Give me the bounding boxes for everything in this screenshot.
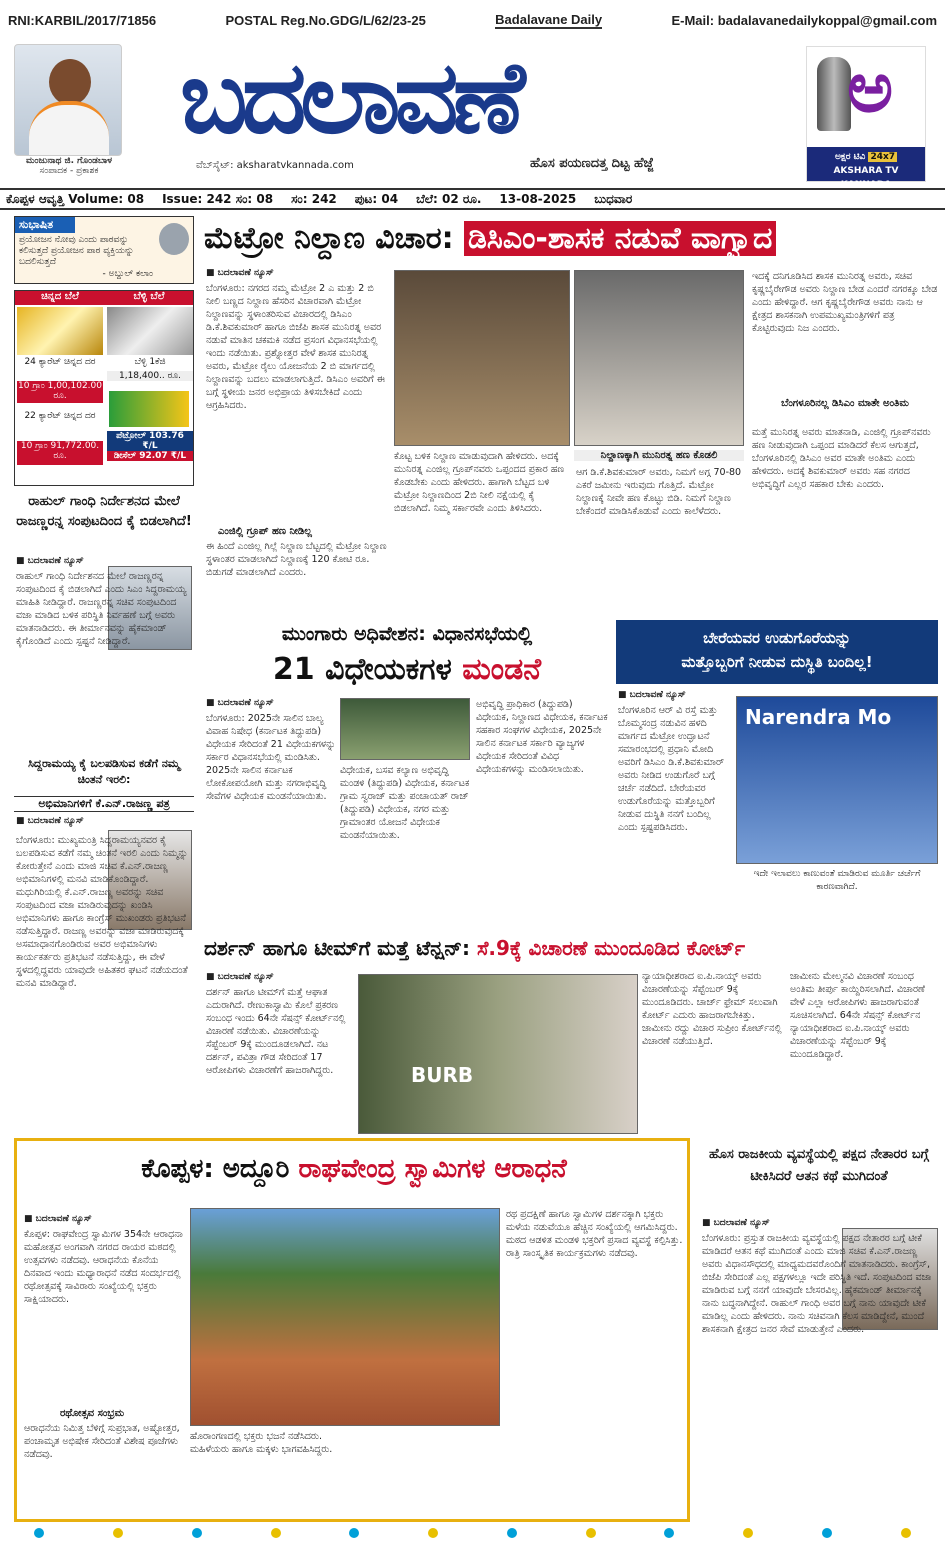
lead-col4b: ಮತ್ತೆ ಮುನಿರತ್ನ ಅವರು ಮಾತನಾಡಿ, ಎಂಜಿಲ್ಲಿ ಗ್ರೂಪ್‌ನವರು ಹಣ ನೀಡುವುದಾಗಿ ಒಪ್ಪಂದ ಮಾಡಿದರೆ ಕೆಲಸ ಆಗುತ್ತದೆ, ಬೆಂಗಳೂರಿನಲ್ಲಿ ಡಿಸಿಎಂ ಅವರ ಮಾತೇ ಅಂತಿಮ ಎಂದು ಹೇಳಿದರು. ಅದಕ್ಕೆ ಶಿವಕುಮಾರ್ ಅವರು ಸಹ ನಗರದ ಅಭಿವೃದ್ಧಿಗೆ ಎಲ್ಲರ ಸಹಕಾರ ಬೇಕು ಎಂದರು. bbox=[752, 427, 931, 490]
session-byline: ■ ಬದಲಾವಣೆ ನ್ಯೂಸ್ bbox=[206, 698, 274, 708]
lead-sub1: ಎಂಜಿಲ್ಲಿ ಗ್ರೂಪ್ ಹಣ ನೀಡಿಲ್ಲ bbox=[218, 526, 312, 537]
akshara-tv-logo bbox=[806, 46, 926, 190]
gold22-label: 22 ಕ್ಯಾರೆಟ್ ಚಿನ್ನದ ದರ bbox=[24, 411, 96, 421]
rahul-headline: ರಾಹುಲ್ ಗಾಂಧಿ ನಿರ್ದೇಶನದ ಮೇಲೆ ರಾಜಣ್ಣರನ್ನ ಸಂಪುಟದಿಂದ ಕೈ ಬಿಡಲಾಗಿದೆ! bbox=[16, 494, 192, 529]
issue: Issue: 242 ಸಂ: 08 bbox=[162, 191, 274, 206]
editor-caption bbox=[14, 156, 124, 176]
darshan-byline: ■ ಬದಲಾವಣೆ ನ್ಯೂಸ್ bbox=[206, 972, 274, 982]
number: ಸಂ: 242 bbox=[291, 191, 337, 206]
modi-photo-caption: ಇದೇ ಇಲಾವಲು ಕಾಣುವಂತೆ ಮಾಡಿರುವ ಮೂರ್ತಿ ಚರ್ಚೆಗೆ ಕಾರಣವಾಗಿದೆ. bbox=[753, 869, 921, 892]
modi-dks-photo bbox=[736, 696, 938, 864]
lead-headline-part: ಮೆಟ್ರೋ ನಿಲ್ದಾಣ ವಿಚಾರ: bbox=[204, 221, 454, 256]
website[interactable]: ವೆಬ್‌ಸೈಟ್: aksharatvkannada.com bbox=[196, 160, 354, 171]
postal-reg: POSTAL Reg.No.GDG/L/62/23-25 bbox=[225, 12, 426, 28]
darshan-headline-part: ದರ್ಶನ್ ಹಾಗೂ ಟೀಮ್‌ಗೆ ಮತ್ತೆ ಟೆನ್ಷನ್: bbox=[204, 936, 470, 960]
session-text1: ಬೆಂಗಳೂರು: 2025ನೇ ಸಾಲಿನ ಬಾಲ್ಯ ವಿವಾಹ ನಿಷೇಧ (ಕರ್ನಾಟಕ ತಿದ್ದುಪಡಿ) ವಿಧೇಯಕ ಸೇರಿದಂತೆ 21 ವಿಧೇಯಕಗಳನ್ನು ಸರ್ಕಾರ ವಿಧಾನಸಭೆಯಲ್ಲಿ ಮಂಡಿಸಿತು. 2025ನೇ ಸಾಲಿನ ಕರ್ನಾಟಕ ಲೋಕೋಪಯೋಗಿ ಮತ್ತು ನಗರಾಭಿವೃದ್ಧಿ ಸೇವೆಗಳ ವಿಧೇಯಕ ಮಂಡನೆಯಾಯಿತು. bbox=[206, 713, 336, 802]
diesel-price: ಡೀಸೆಲ್ 92.07 ₹/L bbox=[107, 451, 193, 461]
quote-label: ಸುಭಾಷಿತ bbox=[15, 217, 75, 233]
koppal-sub: ರಥೋತ್ಸವ ಸಂಭ್ರಮ bbox=[60, 1408, 125, 1419]
tv-english: AKSHARA TV KANNADA bbox=[833, 166, 899, 190]
date: 13-08-2025 bbox=[499, 192, 577, 206]
rahul-byline: ■ ಬದಲಾವಣೆ ನ್ಯೂಸ್ bbox=[16, 556, 84, 566]
lead-photo-caption: ನಿಲ್ದಾಣಕ್ಕಾಗಿ ಮುನಿರತ್ನ ಹಣ ಕೊಡಲಿ bbox=[574, 450, 744, 461]
quote-text: ಪ್ರಯೋಜನ ನೋವು ಎಂದು ಪಾಠವನ್ನು ಕಲಿಸುತ್ತದೆ ಪ್ರಯೋಜನ ಪಾಠ ವ್ಯಕ್ತಿಯನ್ನು ಬದಲಿಸುತ್ತದೆ bbox=[19, 235, 134, 267]
koppal-headline-red: ರಾಘವೇಂದ್ರ ಸ್ವಾಮಿಗಳ ಆರಾಧನೆ bbox=[298, 1154, 567, 1184]
koppal-text1: ಕೊಪ್ಪಳ: ರಾಘವೇಂದ್ರ ಸ್ವಾಮಿಗಳ 354ನೇ ಆರಾಧನಾ ಮಹೋತ್ಸವ ಅಂಗವಾಗಿ ನಗರದ ರಾಯರ ಮಠದಲ್ಲಿ ಉತ್ಸವಗಳು ನಡೆದವು. ಆರಾಧನೆಯ ಕೊನೆಯ ದಿನವಾದ ಇಂದು ಮಧ್ಯಾರಾಧನೆ ನಡೆದ ಸಂದರ್ಭದಲ್ಲಿ ರಥೋತ್ಸವಕ್ಕೆ ಸಾವಿರಾರು ಸಂಖ್ಯೆಯಲ್ಲಿ ಭಕ್ತರು ಸಾಕ್ಷಿಯಾದರು. bbox=[24, 1229, 183, 1305]
edition: ಕೊಪ್ಪಳ ಆವೃತ್ತಿ Volume: 08 bbox=[6, 191, 145, 206]
session-text3: ಅಭಿವೃದ್ಧಿ ಪ್ರಾಧಿಕಾರ (ತಿದ್ದುಪಡಿ) ವಿಧೇಯಕ, ನಿಲ್ದಾಣದ ವಿಧೇಯಕ, ಕರ್ನಾಟಕ ಸಹಕಾರ ಸಂಘಗಳ ವಿಧೇಯಕ, 2025ನೇ ಸಾಲಿನ ಕರ್ನಾಟಕ ಸರ್ಕಾರಿ ವ್ಯಾಜ್ಯಗಳ ವಿಧೇಯಕ ಸೇರಿದಂತೆ ವಿವಿಧ ವಿಧೇಯಕಗಳನ್ನು ಮಂಡಿಸಲಾಯಿತು. bbox=[476, 699, 608, 775]
session-headline-part: 21 ವಿಧೇಯಕಗಳ bbox=[272, 652, 452, 687]
gold-bars-image bbox=[17, 307, 103, 355]
quote-author: - ಅಬ್ದುಲ್ ಕಲಾಂ bbox=[102, 269, 153, 279]
rajanna-headline: ಅಭಿಮಾನಿಗಳಿಗೆ ಕೆ.ಎನ್.ರಾಜಣ್ಣ ಪತ್ರ bbox=[14, 796, 194, 812]
modi-byline: ■ ಬದಲಾವಣೆ ನ್ಯೂಸ್ bbox=[618, 690, 686, 700]
rajanna-byline: ■ ಬದಲಾವಣೆ ನ್ಯೂಸ್ bbox=[16, 816, 84, 826]
tv-letter-logo: ಅ bbox=[847, 46, 894, 128]
email[interactable]: E-Mail: badalavanedailykoppal@gmail.com bbox=[671, 12, 937, 28]
quote-box bbox=[14, 216, 194, 284]
koppal-headline bbox=[24, 1144, 684, 1194]
session-text2: ವಿಧೇಯಕ, ಬಸವ ಕಲ್ಯಾಣ ಅಭಿವೃದ್ಧಿ ಮಂಡಳಿ (ತಿದ್ದುಪಡಿ) ವಿಧೇಯಕ, ಕರ್ನಾಟಕ ಗ್ರಾಮ ಸ್ವರಾಜ್ ಮತ್ತು ಪಂಚಾಯತ್ ರಾಜ್ (ತಿದ್ದುಪಡಿ) ವಿಧೇಯಕ, ನಗರ ಮತ್ತು ಗ್ರಾಮಾಂತರ ಯೋಜನೆ ವಿಧೇಯಕ ಮಂಡನೆಯಾಯಿತು. bbox=[340, 765, 470, 841]
masthead-logo: ಬದಲಾವಣೆ bbox=[180, 40, 520, 155]
gold22-value: 10 ಗ್ರಾಂ 91,772.00. ರೂ. bbox=[17, 441, 103, 465]
assembly-hall-photo bbox=[340, 698, 470, 760]
rathotsava-photo bbox=[190, 1208, 500, 1426]
editor-role: ಸಂಪಾದಕ - ಪ್ರಕಾಶಕ bbox=[39, 166, 99, 176]
tv-name: ಅಕ್ಷರ ಟಿವಿ bbox=[834, 152, 866, 162]
lead-headline-red: ಡಿಸಿಎಂ-ಶಾಸಕ ನಡುವೆ ವಾಗ್ವಾದ bbox=[464, 221, 776, 256]
modi-headline-box bbox=[616, 620, 938, 684]
gold-header: ಚಿನ್ನದ ಬೆಲೆ bbox=[15, 291, 105, 305]
silver-label: ಬೆಳ್ಳಿ 1ಕೆಜಿ bbox=[134, 357, 166, 367]
rahul-text: ರಾಹುಲ್ ಗಾಂಧಿ ನಿರ್ದೇಶನದ ಮೇಲೆ ರಾಜಣ್ಣರನ್ನ ಸಂಪುಟದಿಂದ ಕೈ ಬಿಡಲಾಗಿದೆ ಎಂದು ಸಿಎಂ ಸಿದ್ದರಾಮಯ್ಯ ಮಾಹಿತಿ ನೀಡಿದ್ದಾರೆ. ರಾಜಣ್ಣರನ್ನ ಸಚಿವ ಸಂಪುಟದಿಂದ ವಜಾ ಮಾಡಿದ ಬಳಿಕ ಪರಿಸ್ಥಿತಿ ನಿರ್ವಹಣೆ ಬಗ್ಗೆ ಅವರು ಮಾತನಾಡಿದರು. ಈ ತೀರ್ಮಾನವನ್ನು ಹೈಕಮಾಂಡ್ ಕೈಗೊಂಡಿದೆ ಎಂದು ಸ್ಪಷ್ಟನೆ ನೀಡಿದ್ದಾರೆ. bbox=[16, 571, 187, 647]
rajanna-kicker: ಸಿದ್ದರಾಮಯ್ಯ ಕೈ ಬಲಪಡಿಸುವ ಕಡೆಗೆ ನಮ್ಮ ಚಿಂತನೆ ಇರಲಿ: bbox=[28, 757, 180, 786]
lead-sub2: ಬೆಂಗಳೂರಿನಲ್ಲ ಡಿಸಿಎಂ ಮಾತೇ ಅಂತಿಮ bbox=[781, 398, 909, 409]
modi-headline-1: ಬೇರೆಯವರ ಉಡುಗೊರೆಯನ್ನು bbox=[703, 629, 851, 647]
session-headline bbox=[204, 650, 610, 690]
session-kicker: ಮುಂಗಾರು ಅಧಿವೇಶನ: ವಿಧಾನಸಭೆಯಲ್ಲಿ bbox=[281, 623, 533, 645]
lead-byline: ■ ಬದಲಾವಣೆ ನ್ಯೂಸ್ bbox=[206, 268, 274, 278]
rajanna-text: ಬೆಂಗಳೂರು: ಮುಖ್ಯಮಂತ್ರಿ ಸಿದ್ದರಾಮಯ್ಯನವರ ಕೈ ಬಲಪಡಿಸುವ ಕಡೆಗೆ ನಮ್ಮ ಚಿಂತನೆ ಇರಲಿ ಎಂದು ನಿಮ್ಮನ್ನು ಕೋರುತ್ತೇನೆ ಎಂದು ಮಾಜಿ ಸಚಿವ ಕೆ.ಎನ್.ರಾಜಣ್ಣ ಅಭಿಮಾನಿಗಳಲ್ಲಿ ಮನವಿ ಮಾಡಿಕೊಂಡಿದ್ದಾರೆ. ಮಧುಗಿರಿಯಲ್ಲಿ ಕೆ.ಎನ್.ರಾಜಣ್ಣ ಅವರನ್ನು ಸಚಿವ ಸಂಪುಟದಿಂದ ವಜಾ ಮಾಡಿರುವುದನ್ನು ಖಂಡಿಸಿ ಅಭಿಮಾನಿಗಳು ಹಾಗೂ ಕಾಂಗ್ರೆಸ್ ಮುಖಂಡರು ಪ್ರತಿಭಟನೆ ನಡೆಸುತ್ತಿದ್ದಾರೆ. ರಾಜಣ್ಣ ಅವರನ್ನು ವಜಾ ಮಾಡಿರುವುದಕ್ಕೆ ಅಸಮಾಧಾನಗೊಂಡಿರುವ ಅವರ ಅಭಿಮಾನಿಗಳು ಕಾರ್ಯಕರ್ತರು ಪ್ರತಿಭಟನೆ ನಡೆಸುತ್ತಿದ್ದು, ಈ ವೇಳೆ ಸ್ಥಳದಲ್ಲಿದ್ದವರು ಯಾವುದೇ ಅಹಿತಕರ ಘಟನೆ ನಡೆಯದಂತೆ ಮನವಿ ಮಾಡಿದ್ದಾರೆ. bbox=[16, 835, 188, 989]
koppal-text2: ಆರಾಧನೆಯ ನಿಮಿತ್ತ ಬೆಳಿಗ್ಗೆ ಸುಪ್ರಭಾತ, ಅಷ್ಟೋತ್ತರ, ಪಂಚಾಮೃತ ಅಭಿಷೇಕ ಸೇರಿದಂತೆ ವಿಶೇಷ ಪೂಜೆಗಳು ನಡೆದವು. bbox=[24, 1423, 180, 1460]
gold24-label: 24 ಕ್ಯಾರೆಟ್ ಚಿನ್ನದ ದರ bbox=[24, 357, 96, 367]
kalam-portrait bbox=[159, 223, 189, 255]
silver-bars-image bbox=[107, 307, 193, 355]
session-headline-red: ಮಂಡನೆ bbox=[462, 652, 542, 687]
pages: ಪುಟ: 04 bbox=[354, 191, 399, 206]
editor-portrait bbox=[14, 44, 122, 156]
lead-col1: ಬೆಂಗಳೂರು: ನಗರದ ನಮ್ಮ ಮೆಟ್ರೋ 2 ಎ ಮತ್ತು 2 ಬಿ ನೀಲಿ ಬಣ್ಣದ ನಿಲ್ದಾಣ ಹೆಸರಿನ ವಿಚಾರವಾಗಿ ಮೆಟ್ರೋ ನಿಲ್ದಾಣವನ್ನು ಸ್ಥಳಾಂತರಿಸುವ ವಿಚಾರದಲ್ಲಿ ಡಿಸಿಎಂ ಡಿ.ಕೆ.ಶಿವಕುಮಾರ್ ಹಾಗೂ ಬಿಜೆಪಿ ಶಾಸಕ ಮುನಿರತ್ನ ಅವರ ನಡುವೆ ಮಾತಿನ ಚಕಮಕಿ ನಡೆದ ಪ್ರಸಂಗ ವಿಧಾನಸಭೆಯಲ್ಲಿ ಇಂದು ನಡೆಯಿತು. ಪ್ರಶ್ನೋತ್ತರ ವೇಳೆ ಶಾಸಕ ಮುನಿರತ್ನ ಅವರು, ಮೆಟ್ರೋ ರೈಲು ಯೋಜನೆಯ 2 ಬಿ ಮಾರ್ಗದಲ್ಲಿ ನಿಲ್ದಾಣವನ್ನು ಬದಲು ಮಾಡಲಾಗುತ್ತಿದೆ. ಡಿಸಿಎಂ ಅವರಿಗೆ ಈ ಬಗ್ಗೆ ಸ್ಥಳೀಯ ಜನರ ಅಭಿಪ್ರಾಯ ತಿಳಿಸಬೇಕಿದೆ ಎಂದು ಆಗ್ರಹಿಸಿದರು. bbox=[206, 283, 385, 411]
tv-24x7: 24x7 bbox=[870, 152, 896, 162]
rates-panel bbox=[14, 290, 194, 486]
silver-header: ಬೆಳ್ಳಿ ಬೆಲೆ bbox=[105, 291, 193, 305]
koppal-text3: ರಥ ಪ್ರದಕ್ಷಿಣೆ ಹಾಗೂ ಸ್ವಾಮಿಗಳ ದರ್ಶನಕ್ಕಾಗಿ ಭಕ್ತರು ಮಳೆಯ ನಡುವೆಯೂ ಹೆಚ್ಚಿನ ಸಂಖ್ಯೆಯಲ್ಲಿ ಆಗಮಿಸಿದ್ದರು. ಮಠದ ಆಡಳಿತ ಮಂಡಳಿ ಭಕ್ತರಿಗೆ ಪ್ರಸಾದ ವ್ಯವಸ್ಥೆ ಕಲ್ಪಿಸಿತ್ತು. ರಾತ್ರಿ ಸಾಂಸ್ಕೃತಿಕ ಕಾರ್ಯಕ್ರಮಗಳು ನಡೆದವು. bbox=[506, 1209, 683, 1259]
silver-value: 1,18,400.. ರೂ. bbox=[107, 371, 193, 381]
darshan-text3: ಜಾಮೀನು ಮೇಲ್ಮನವಿ ವಿಚಾರಣೆ ಸಂಬಂಧ ಅಂತಿಮ ತೀರ್ಪು ಕಾಯ್ದಿರಿಸಲಾಗಿದೆ. ವಿಚಾರಣೆ ವೇಳೆ ಎಲ್ಲಾ ಆರೋಪಿಗಳು ಹಾಜರಾಗುವಂತೆ ಸೂಚಿಸಲಾಗಿದೆ. 64ನೇ ಸೆಷನ್ಸ್ ಕೋರ್ಟ್‌ನ ನ್ಯಾಯಾಧೀಶರಾದ ಐ.ಪಿ.ನಾಯ್ಕ್ ಅವರು ವಿಚಾರಣೆಯನ್ನು ಸೆಪ್ಟೆಂಬರ್ 9ಕ್ಕೆ ಮುಂದೂಡಿದ್ದಾರೆ. bbox=[790, 971, 925, 1060]
lead-headline bbox=[204, 214, 939, 264]
koppal-headline-part: ಕೊಪ್ಪಳ: ಅದ್ದೂರಿ bbox=[141, 1154, 290, 1184]
darshan-court-photo bbox=[358, 974, 638, 1134]
darshan-text1: ದರ್ಶನ್ ಹಾಗೂ ಟೀಮ್‌ಗೆ ಮತ್ತೆ ಆಘಾತ ಎದುರಾಗಿದೆ. ರೇಣುಕಾಸ್ವಾಮಿ ಕೊಲೆ ಪ್ರಕರಣ ಸಂಬಂಧ ಇಂದು 64ನೇ ಸೆಷನ್ಸ್ ಕೋರ್ಟ್‌ನಲ್ಲಿ ವಿಚಾರಣೆ ನಡೆಯಿತು. ವಿಚಾರಣೆಯನ್ನು ಸೆಪ್ಟೆಂಬರ್ 9ಕ್ಕೆ ಮುಂದೂಡಲಾಗಿದೆ. ನಟ ದರ್ಶನ್, ಪವಿತ್ರಾ ಗೌಡ ಸೇರಿದಂತೆ 17 ಆರೋಪಿಗಳು ವಿಚಾರಣೆಗೆ ಹಾಜರಾಗಿದ್ದರು. bbox=[206, 987, 346, 1076]
lead-col2: ಕೊಟ್ಟ ಬಳಿಕ ನಿಲ್ದಾಣ ಮಾಡುವುದಾಗಿ ಹೇಳಿದರು. ಅದಕ್ಕೆ ಮುನಿರತ್ನ ಎಂಜಿಲ್ಲ ಗ್ರೂಪ್‌ನವರು ಒಪ್ಪಂದದ ಪ್ರಕಾರ ಹಣ ಕೊಡಬೇಕು ಎಂದು ಹೇಳಿದರು. ಹಾಗಾಗಿ ಬೆಟ್ಟದ ಬಳಿ ಮೆಟ್ರೋ ನಿಲ್ದಾಣದಿಂದ 2ಬಿ ನೀಲಿ ನಕ್ಷೆಯಲ್ಲಿ ಕೈ ಬಿಡಲಾಗಿದೆ. ನಿಮ್ಮ ಸರ್ಕಾರವೇ ಎಂದು ತಿಳಿಸಿದರು. bbox=[394, 451, 565, 514]
assembly-photo-right bbox=[574, 270, 744, 446]
assembly-photo-left bbox=[394, 270, 570, 446]
modi-text: ಬೆಂಗಳೂರಿನ ಆರ್ ವಿ ರಸ್ತೆ ಮತ್ತು ಬೊಮ್ಮಸಂದ್ರ ನಡುವಿನ ಹಳದಿ ಮಾರ್ಗದ ಮೆಟ್ರೋ ಉದ್ಘಾಟನೆ ಸಮಾರಂಭದಲ್ಲಿ ಪ್ರಧಾನಿ ಮೋದಿ ಅವರಿಗೆ ಡಿಸಿಎಂ ಡಿ.ಕೆ.ಶಿವಕುಮಾರ್ ಅವರು ನೀಡಿದ ಉಡುಗೊರೆ ಬಗ್ಗೆ ಚರ್ಚೆ ನಡೆದಿದೆ. ಬೇರೆಯವರ ಉಡುಗೊರೆಯನ್ನು ಮತ್ತೊಬ್ಬರಿಗೆ ನೀಡುವ ದುಸ್ಥಿತಿ ನನಗೆ ಬಂದಿಲ್ಲ ಎಂದು ಸ್ಪಷ್ಟಪಡಿಸಿದರು. bbox=[618, 705, 725, 833]
petrol-price: ಪೆಟ್ರೋಲ್ 103.76 ₹/L bbox=[107, 431, 193, 451]
paper-name: Badalavane Daily bbox=[495, 11, 603, 27]
price: ಬೆಲೆ: 02 ರೂ. bbox=[416, 191, 482, 206]
rni-number: RNI:KARBIL/2017/71856 bbox=[8, 12, 157, 28]
darshan-headline-red: ಸೆ.9ಕ್ಕೆ ವಿಚಾರಣೆ ಮುಂದೂಡಿದ ಕೋರ್ಟ್ bbox=[476, 936, 745, 960]
microphone-icon bbox=[817, 57, 851, 131]
lead-col1b: ಈ ಹಿಂದೆ ಎಂಜಿಲ್ಲ ಗಿಲ್ಲೆ ನಿಲ್ದಾಣ ಬೆಟ್ಟದಲ್ಲಿ ಮೆಟ್ರೋ ನಿಲ್ದಾಣ ಸ್ಥಳಾಂತರ ಮಾಡಲಾಗಿದೆ ನಿಲ್ದಾಣಕ್ಕೆ 120 ಕೋಟಿ ರೂ. ಬಿಡುಗಡೆ ಮಾಡಲಾಗಿದೆ ಎಂದರು. bbox=[206, 541, 387, 578]
darshan-text2: ನ್ಯಾಯಾಧೀಶರಾದ ಐ.ಪಿ.ನಾಯ್ಕ್ ಅವರು ವಿಚಾರಣೆಯನ್ನು ಸೆಪ್ಟೆಂಬರ್ 9ಕ್ಕೆ ಮುಂದೂಡಿದರು. ಚಾರ್ಜ್ ಫ್ರೇಮ್ ಸಲುವಾಗಿ ಕೋರ್ಟ್ ಎದುರು ಹಾಜರಾಗಬೇಕಿತ್ತು. ಜಾಮೀನು ರದ್ದು ವಿಚಾರ ಸುಪ್ರೀಂ ಕೋರ್ಟ್‌ನಲ್ಲಿ ವಿಚಾರಣೆ ನಡೆಯುತ್ತಿದೆ. bbox=[642, 971, 782, 1047]
koppal-text4: ಹೊರಾಂಗಣದಲ್ಲಿ ಭಕ್ತರು ಭಜನೆ ನಡೆಸಿದರು. ಮಹಿಳೆಯರು ಹಾಗೂ ಮಕ್ಕಳು ಭಾಗವಹಿಸಿದ್ದರು. bbox=[190, 1431, 333, 1455]
hosa-byline: ■ ಬದಲಾವಣೆ ನ್ಯೂಸ್ bbox=[702, 1218, 770, 1228]
photo-shirt-text: BURB bbox=[411, 1063, 474, 1087]
fuel-pump-icon bbox=[109, 391, 189, 427]
footer-dots bbox=[0, 1526, 945, 1540]
photo-banner-text: Narendra Mo bbox=[745, 705, 892, 729]
hosa-headline: ಹೊಸ ರಾಜಕೀಯ ವ್ಯವಸ್ಥೆಯಲ್ಲಿ ಪಕ್ಷದ ನೇತಾರರ ಬಗ್ಗೆ ಟೀಕಿಸಿದರೆ ಆತನ ಕಥೆ ಮುಗಿದಂತೆ bbox=[709, 1147, 929, 1184]
hosa-text: ಬೆಂಗಳೂರು: ಪ್ರಸ್ತುತ ರಾಜಕೀಯ ವ್ಯವಸ್ಥೆಯಲ್ಲಿ ಪಕ್ಷದ ನೇತಾರರ ಬಗ್ಗೆ ಟೀಕೆ ಮಾಡಿದರೆ ಆತನ ಕಥೆ ಮುಗಿದಂತೆ ಎಂದು ಮಾಜಿ ಸಚಿವ ಕೆ.ಎನ್.ರಾಜಣ್ಣ ಅವರು ವಿಧಾನಸೌಧದಲ್ಲಿ ಮಾಧ್ಯಮದವರೊಂದಿಗೆ ಮಾತನಾಡಿದರು. ಕಾಂಗ್ರೆಸ್, ಬಿಜೆಪಿ ಸೇರಿದಂತೆ ಎಲ್ಲ ಪಕ್ಷಗಳಲ್ಲೂ ಇದೇ ಪರಿಸ್ಥಿತಿ ಇದೆ. ಸಂಪುಟದಿಂದ ವಜಾ ಮಾಡಿರುವ ಬಗ್ಗೆ ನನಗೆ ಯಾವುದೇ ಬೇಸರವಿಲ್ಲ. ಹೈಕಮಾಂಡ್ ತೀರ್ಮಾನಕ್ಕೆ ನಾನು ಬದ್ಧನಾಗಿದ್ದೇನೆ. ರಾಹುಲ್ ಗಾಂಧಿ ಅವರ ಬಗ್ಗೆ ನಾನು ಯಾವುದೇ ಟೀಕೆ ಮಾಡಿಲ್ಲ ಎಂದು ಹೇಳಿದರು. ನಾನು ಸಚಿವನಾಗಿ ಕೆಲಸ ಮಾಡಿದ್ದೇನೆ, ಮುಂದೆ ಶಾಸಕನಾಗಿ ಕ್ಷೇತ್ರದ ಜನರ ಸೇವೆ ಮಾಡುತ್ತೇನೆ ಎಂದರು. bbox=[702, 1233, 932, 1335]
gold24-value: 10 ಗ್ರಾಂ 1,00,102.00 ರೂ. bbox=[18, 381, 102, 401]
darshan-headline bbox=[204, 928, 939, 968]
koppal-byline: ■ ಬದಲಾವಣೆ ನ್ಯೂಸ್ bbox=[24, 1214, 92, 1224]
weekday: ಬುಧವಾರ bbox=[594, 191, 633, 206]
issue-info-bar bbox=[0, 188, 945, 210]
top-strip bbox=[0, 0, 945, 40]
lead-col4: ಇದಕ್ಕೆ ದನಿಗೂಡಿಸಿದ ಶಾಸಕ ಮುನಿರತ್ನ ಅವರು, ಸಚಿವ ಕೃಷ್ಣಬೈರೇಗೌಡ ಅವರು ನಿಲ್ದಾಣ ಬೇಡ ಎಂದರೆ ನಗರಕ್ಕೂ ಬೇಡ ಎಂದು ಹೇಳಿದ್ದಾರೆ. ಆಗ ಕೃಷ್ಣಬೈರೇಗೌಡ ಅವರು ನಾನು ಆ ಕ್ಷೇತ್ರದ ಶಾಸಕನಾಗಿ ಉಪಮುಖ್ಯಮಂತ್ರಿಗಳಿಗೆ ಪತ್ರ ಕೊಟ್ಟಿರುವುದು ನಿಜ ಎಂದರು. bbox=[752, 271, 938, 334]
lead-col3: ಆಗ ಡಿ.ಕೆ.ಶಿವಕುಮಾರ್ ಅವರು, ನಿಮಗೆ ಅಗ್ಗ 70-80 ಎಕರೆ ಜಮೀನು ಇರುವುದು ಗೊತ್ತಿದೆ. ಮೆಟ್ರೋ ನಿಲ್ದಾಣಕ್ಕೆ ನೀವೇ ಹಣ ಕೊಟ್ಟು ಬಿಡಿ. ನಿಮಗೆ ನಿಲ್ದಾಣ ಬೇಕೆಂದರೆ ಮಾಡಿಸಿಕೊಡುವೆ ಎಂದು ಕಾಲೆಳೆದರು. bbox=[576, 467, 742, 517]
editor-name: ಮಂಜುನಾಥ ಜಿ. ಗೊಂಡಬಾಳ bbox=[25, 156, 113, 166]
tagline: ಹೊಸ ಪಯಣದತ್ತ ದಿಟ್ಟ ಹೆಜ್ಜೆ bbox=[530, 156, 654, 171]
modi-headline-2: ಮತ್ತೊಬ್ಬರಿಗೆ ನೀಡುವ ದುಸ್ಥಿತಿ ಬಂದಿಲ್ಲ! bbox=[681, 653, 873, 671]
